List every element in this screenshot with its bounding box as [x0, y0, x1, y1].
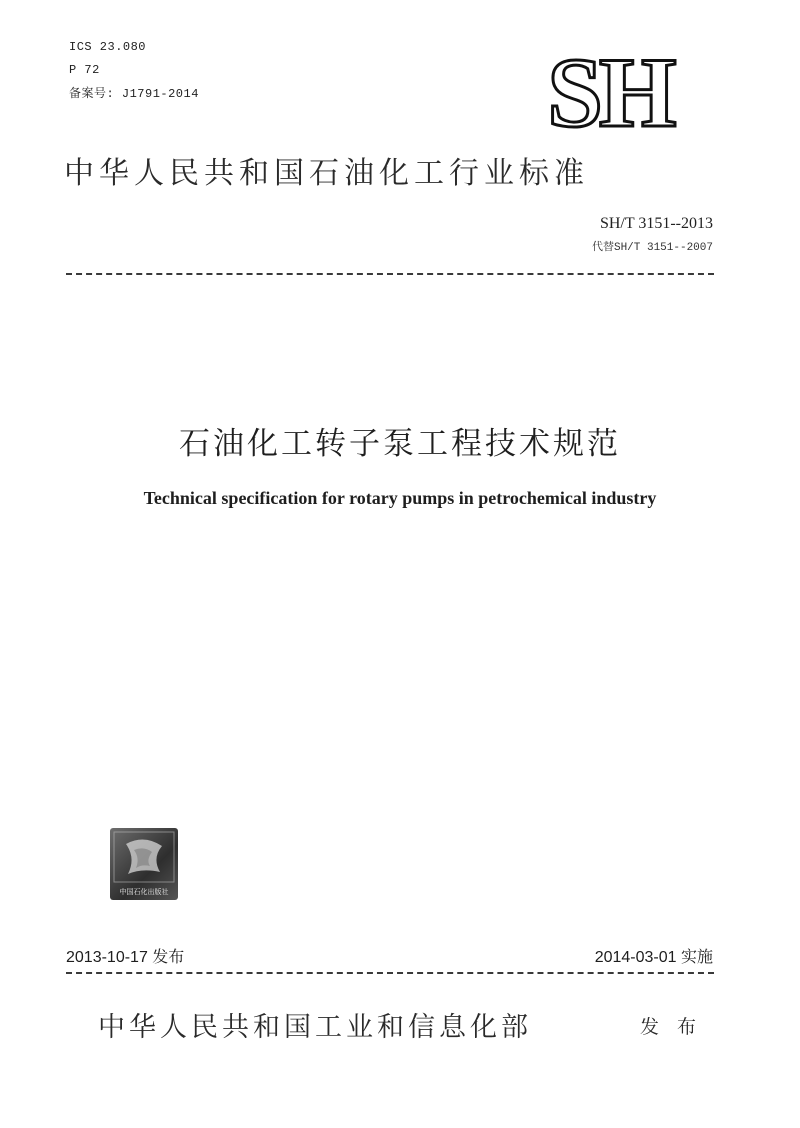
filing-number: 备案号: J1791-2014 — [69, 87, 199, 101]
release-date: 2013-10-17 发布 — [66, 949, 185, 966]
publish-label: 发 布 — [640, 1016, 703, 1038]
logo-text: SH — [547, 42, 673, 138]
ccs-code: P 72 — [69, 63, 100, 77]
stamp-text: 中国石化出版社 — [119, 888, 169, 896]
publisher-name: 中华人民共和国工业和信息化部 — [98, 1012, 532, 1043]
ics-code: ICS 23.080 — [69, 40, 147, 54]
standard-code: SH/T 3151--2013 — [599, 215, 713, 232]
publisher-stamp — [110, 828, 178, 900]
sh-logo — [524, 42, 696, 138]
footer-divider — [66, 972, 714, 974]
document-title-cn: 石油化工转子泵工程技术规范 — [179, 426, 621, 462]
header-divider — [66, 273, 714, 275]
replaces-code: 代替SH/T 3151--2007 — [591, 242, 713, 254]
standard-type-heading: 中华人民共和国石油化工行业标准 — [64, 156, 589, 191]
effective-date: 2014-03-01 实施 — [594, 949, 713, 966]
document-title-en: Technical specification for rotary pumps in petrochemical industry — [143, 488, 657, 508]
